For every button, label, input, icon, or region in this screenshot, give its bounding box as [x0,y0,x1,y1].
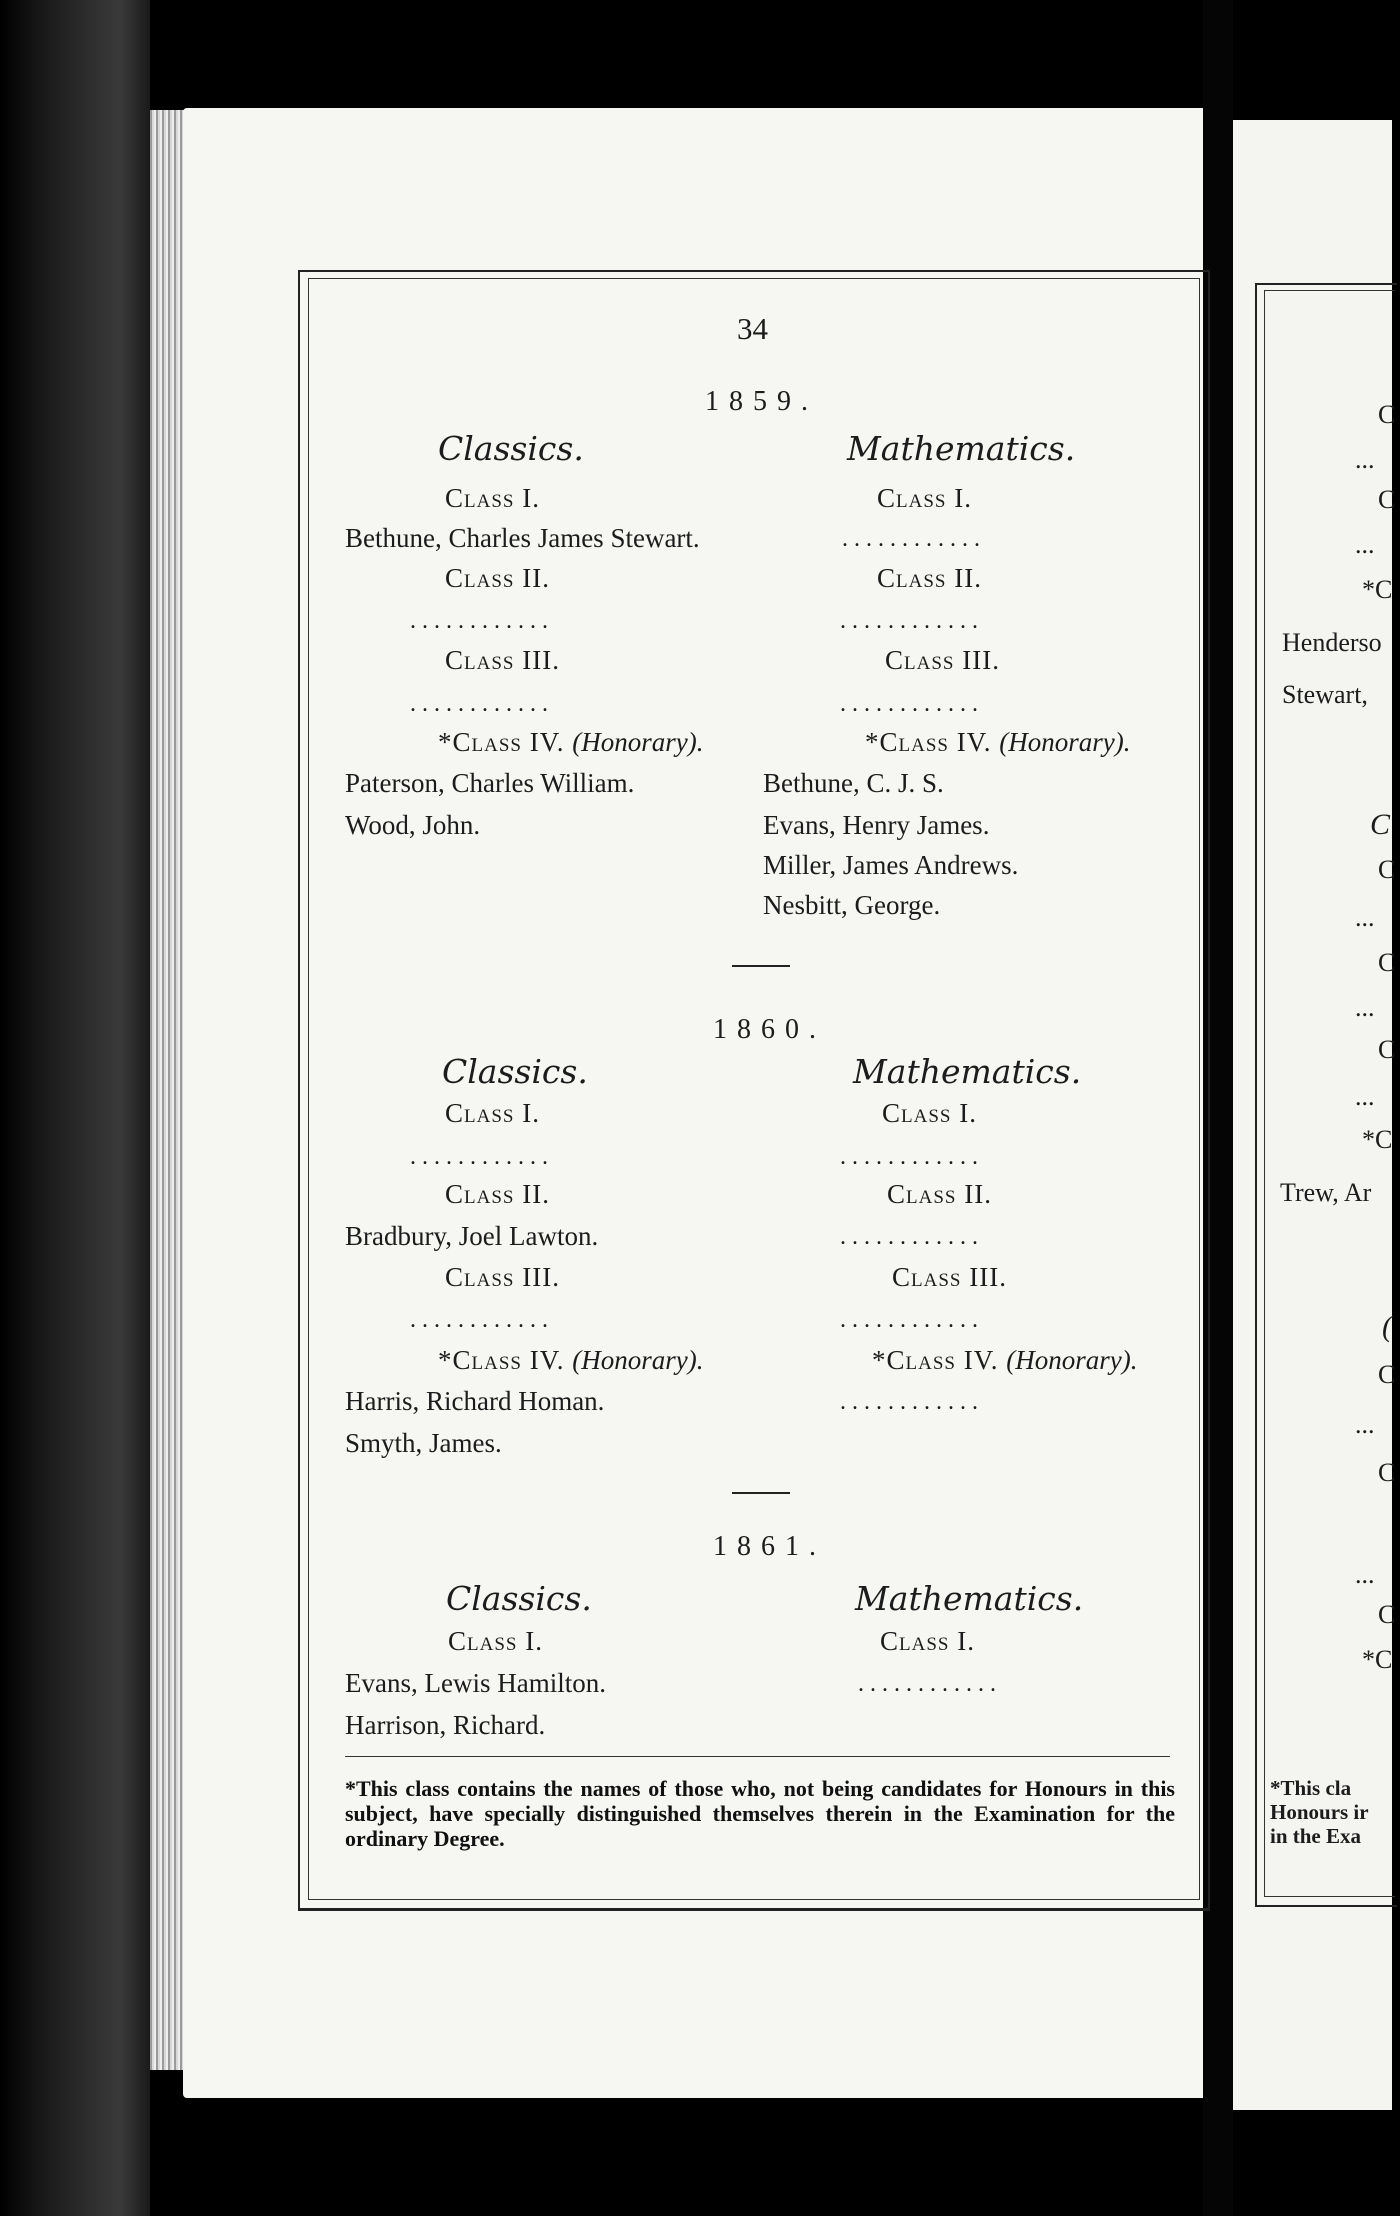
facing-page-text: *C [1362,1645,1393,1674]
facing-page-text: C [1378,855,1396,884]
facing-page-text: ( [1382,1310,1392,1343]
class-label: Class I. [877,483,972,513]
student-name: Bethune, C. J. S. [763,768,944,798]
empty-class-dots: ............ [840,691,984,717]
facing-page-text: C [1378,1458,1396,1487]
facing-page-text: ... [1355,1082,1375,1111]
student-name: Nesbitt, George. [763,890,941,920]
facing-page-text: Trew, Ar [1280,1178,1372,1207]
student-name: Wood, John. [345,810,481,840]
class-label: Class I. [445,483,540,513]
class-label: Class III. [445,645,560,675]
facing-page-text: ... [1355,1410,1375,1439]
empty-class-dots: ............ [858,1671,1002,1697]
empty-class-dots: ............ [840,608,984,634]
empty-class-dots: ............ [840,1224,984,1250]
class-label: Class I. [448,1626,543,1656]
honorary-note: (Honorary). [1006,1345,1138,1375]
facing-page-text: ... [1355,993,1375,1022]
facing-page-text: ... [1355,530,1375,559]
empty-class-dots: ............ [410,1144,554,1170]
class-label: Class II. [877,563,982,593]
empty-class-dots: ............ [410,608,554,634]
mathematics-heading: Mathematics. [853,1052,1082,1091]
facing-page-text: C [1378,1600,1396,1629]
year-heading: 1861. [713,1531,826,1562]
honorary-note: (Honorary). [572,1345,704,1375]
student-name: Harrison, Richard. [345,1710,546,1740]
honorary-class-label [872,1347,1137,1374]
section-divider [732,1492,790,1494]
facing-page-text: Stewart, [1282,680,1368,709]
class-label: Class I. [880,1626,975,1656]
empty-class-dots: ............ [840,1144,984,1170]
year-heading: 1860. [713,1014,826,1045]
book-spine [0,0,150,2216]
facing-page-text: *C [1362,575,1393,604]
honorary-class-label [865,729,1130,756]
facing-page-text: C [1378,400,1396,429]
honorary-class-label [438,729,703,756]
mathematics-heading: Mathematics. [847,429,1076,468]
classics-heading: Classics. [438,429,584,468]
facing-page-text: C [1378,1035,1396,1064]
student-name: Evans, Lewis Hamilton. [345,1668,606,1698]
student-name: Miller, James Andrews. [763,850,1019,880]
facing-page-footnote [1270,1776,1400,1848]
empty-class-dots: ............ [840,1307,984,1333]
student-name: Paterson, Charles William. [345,768,635,798]
facing-page-footnote-line: in the Exa [1270,1824,1362,1848]
page-number: 34 [737,311,768,346]
facing-page-text: C [1370,808,1391,841]
honorary-note: (Honorary). [572,727,704,757]
facing-page-text: *C [1362,1125,1393,1154]
footnote-rule [345,1756,1170,1757]
facing-page-text: C [1378,948,1396,977]
class-label: Class I. [445,1098,540,1128]
student-name: Bethune, Charles James Stewart. [345,523,700,553]
honorary-class-label [438,1347,703,1374]
class-label: *Class IV. [438,1345,565,1375]
year-heading: 1859. [705,386,818,417]
student-name: Evans, Henry James. [763,810,990,840]
empty-class-dots: ............ [410,1307,554,1333]
class-label: *Class IV. [438,727,565,757]
mathematics-heading: Mathematics. [855,1579,1084,1618]
facing-page-text: ... [1355,445,1375,474]
classics-heading: Classics. [446,1579,592,1618]
honorary-note: (Honorary). [999,727,1131,757]
facing-page-text: ... [1355,903,1375,932]
class-label: *Class IV. [872,1345,999,1375]
facing-page-footnote-line: *This cla [1270,1776,1352,1800]
class-label: Class II. [445,563,550,593]
class-label: Class III. [892,1262,1007,1292]
class-label: Class III. [885,645,1000,675]
class-label: Class I. [882,1098,977,1128]
class-label: Class II. [445,1179,550,1209]
student-name: Harris, Richard Homan. [345,1386,605,1416]
facing-page-text: C [1378,1360,1396,1389]
student-name: Smyth, James. [345,1428,502,1458]
facing-page-footnote-line: Honours ir [1270,1800,1369,1824]
facing-page-text: Henderso [1282,628,1382,657]
class-label: Class II. [887,1179,992,1209]
empty-class-dots: ............ [842,526,986,552]
footnote: *This class contains the names of those who, not being candidates for Honours in this subject, have specially distinguished themselves therein in the Examination for the ordinary Degree. [345,1776,1175,1851]
empty-class-dots: ............ [840,1389,984,1415]
class-label: *Class IV. [865,727,992,757]
empty-class-dots: ............ [410,691,554,717]
facing-page-text: C [1378,485,1396,514]
section-divider [732,965,790,967]
class-label: Class III. [445,1262,560,1292]
classics-heading: Classics. [442,1052,588,1091]
student-name: Bradbury, Joel Lawton. [345,1221,599,1251]
facing-page-text: ... [1355,1560,1375,1589]
